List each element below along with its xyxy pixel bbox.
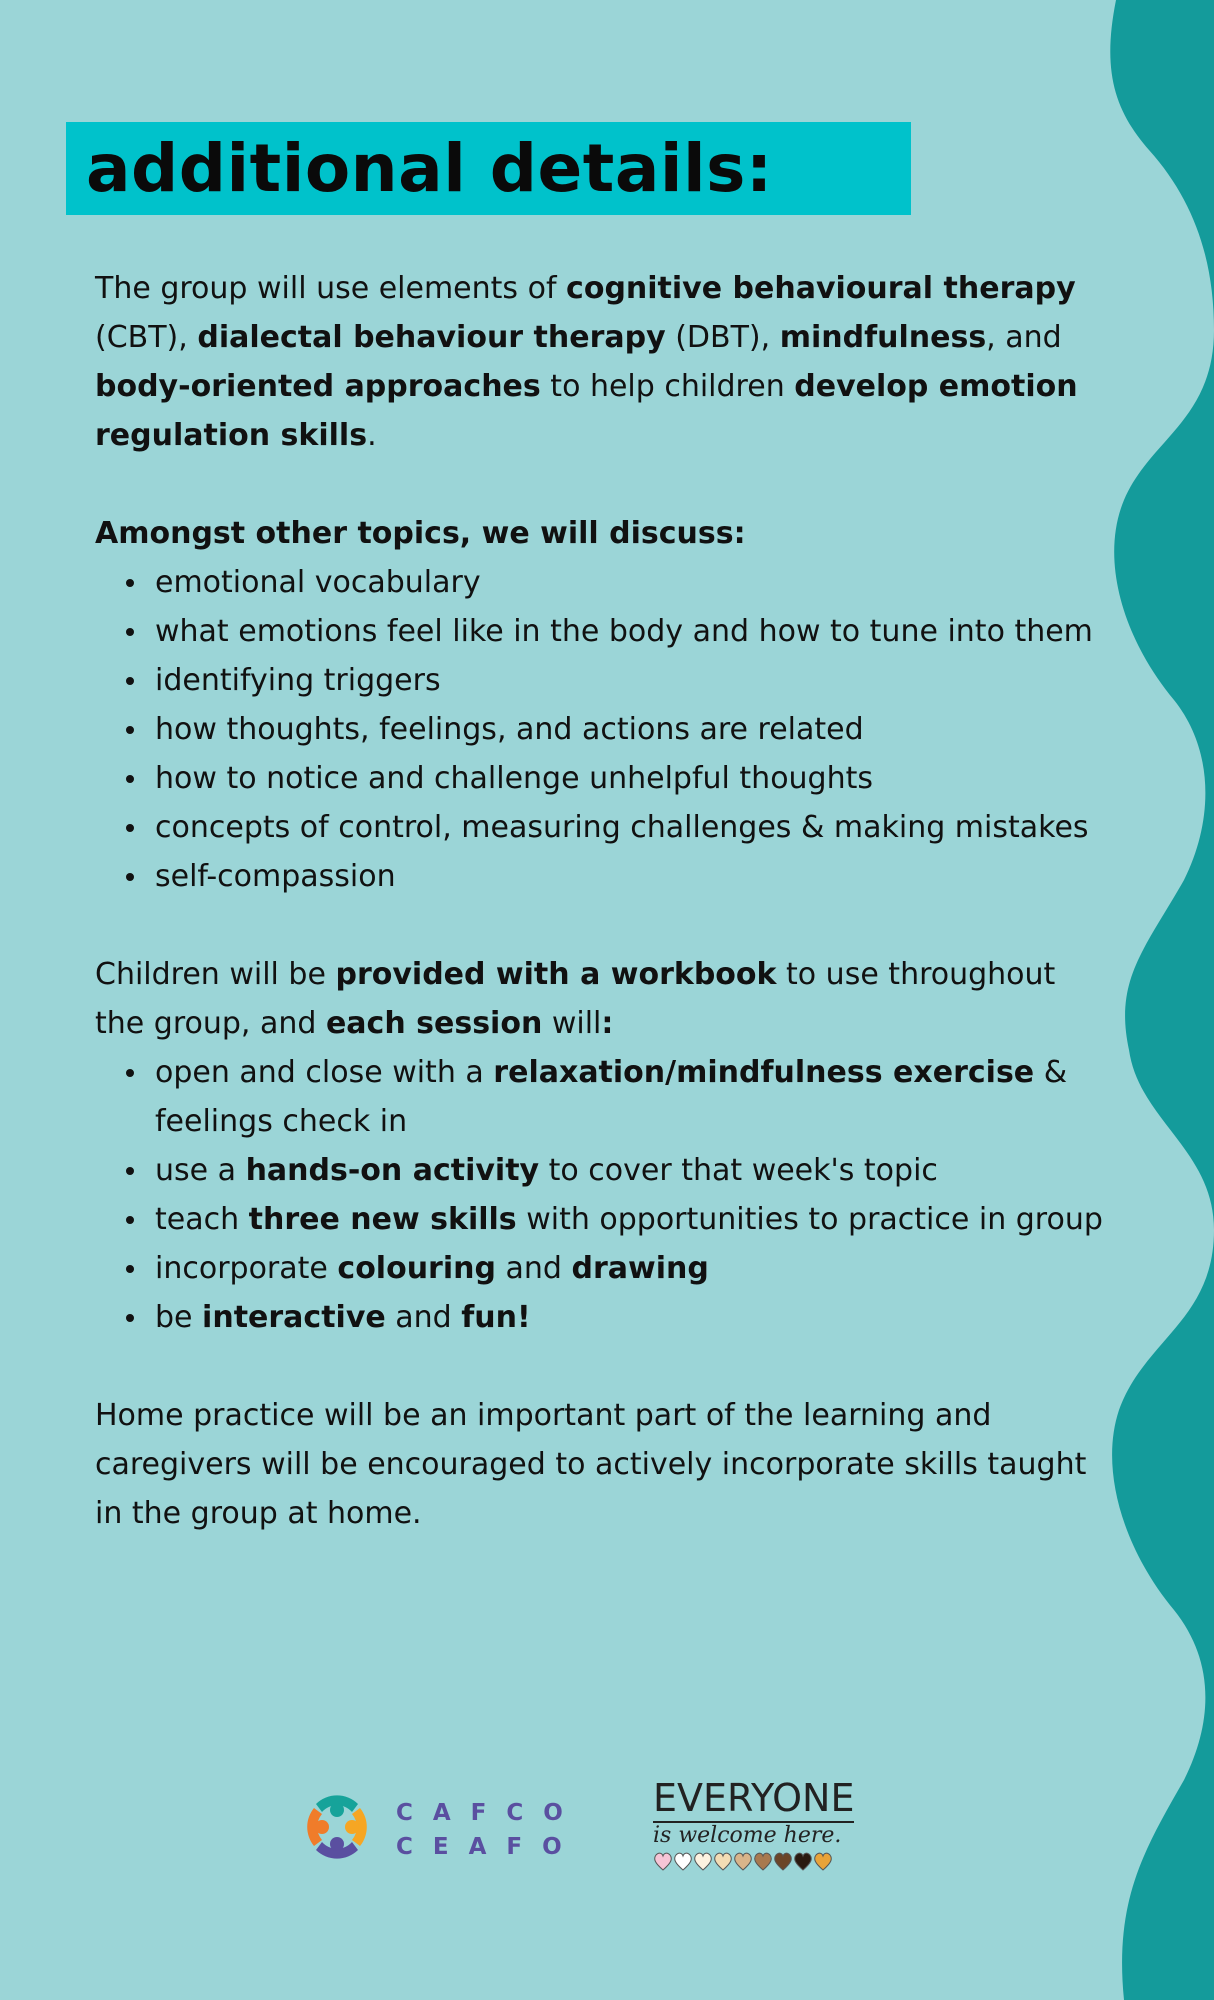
intro-text: . bbox=[367, 418, 377, 453]
title-band bbox=[66, 122, 911, 215]
page-title: additional details: bbox=[86, 130, 773, 207]
intro-paragraph bbox=[95, 264, 1110, 460]
session-bold-colon: : bbox=[601, 1006, 614, 1041]
session-text: to use throughout the group, and bbox=[95, 957, 1056, 1041]
cafco-line2: CEAFO bbox=[396, 1834, 582, 1860]
content bbox=[95, 264, 1110, 1538]
intro-bold-body: body-oriented approaches bbox=[95, 369, 541, 404]
item-bold: drawing bbox=[571, 1251, 709, 1286]
item-text: & feelings check in bbox=[155, 1055, 1068, 1139]
hearts-icon bbox=[653, 1850, 853, 1872]
intro-text: The group will use elements of bbox=[95, 271, 567, 306]
list-item bbox=[155, 1293, 1110, 1342]
list-item: how to notice and challenge unhelpful thoughts bbox=[155, 754, 1110, 803]
intro-text: , and bbox=[986, 320, 1062, 355]
topics-list bbox=[95, 558, 1110, 901]
intro-text: (CBT), bbox=[95, 320, 198, 355]
item-text: with opportunities to practice in group bbox=[516, 1202, 1103, 1237]
topics-heading bbox=[95, 509, 1110, 558]
session-bold-each: each session bbox=[325, 1006, 543, 1041]
intro-bold-dbt: dialectal behaviour therapy bbox=[197, 320, 666, 355]
home-practice-paragraph: Home practice will be an important part of the learning and caregivers will be encouraged to actively incorporate skills taught in the group at home. bbox=[95, 1398, 1087, 1531]
intro-text: to help children bbox=[540, 369, 795, 404]
item-bold: hands-on activity bbox=[245, 1153, 540, 1188]
list-item: self-compassion bbox=[155, 852, 1110, 901]
cafco-wordmark bbox=[396, 1796, 583, 1864]
everyone-small-text: is welcome here. bbox=[653, 1823, 842, 1848]
list-item bbox=[155, 1146, 1110, 1195]
session-paragraph bbox=[95, 950, 1110, 1048]
item-bold: relaxation/mindfulness exercise bbox=[493, 1055, 1035, 1090]
session-bold-workbook: provided with a workbook bbox=[335, 957, 777, 992]
list-item bbox=[155, 1195, 1110, 1244]
item-text: use a bbox=[155, 1153, 246, 1188]
cafco-line1: CAFCO bbox=[396, 1800, 583, 1826]
session-list bbox=[95, 1048, 1110, 1342]
item-text: be bbox=[155, 1300, 203, 1335]
item-text: incorporate bbox=[155, 1251, 338, 1286]
session-text: will bbox=[542, 1006, 602, 1041]
list-item: what emotions feel like in the body and how to tune into them bbox=[155, 607, 1110, 656]
session-text: Children will be bbox=[95, 957, 336, 992]
decorative-wave bbox=[1104, 0, 1214, 2000]
list-item bbox=[155, 1048, 1110, 1146]
everyone-welcome-logo bbox=[653, 1776, 863, 1849]
item-text: and bbox=[495, 1251, 572, 1286]
intro-text: (DBT), bbox=[665, 320, 780, 355]
list-item: how thoughts, feelings, and actions are related bbox=[155, 705, 1110, 754]
intro-bold-mindfulness: mindfulness bbox=[779, 320, 987, 355]
intro-bold-cbt: cognitive behavioural therapy bbox=[566, 271, 1076, 306]
intro-bold-regulation: develop emotion regulation skills bbox=[95, 369, 1078, 453]
item-bold: fun! bbox=[461, 1300, 531, 1335]
item-bold: three new skills bbox=[248, 1202, 517, 1237]
item-text: open and close with a bbox=[155, 1055, 494, 1090]
list-item: concepts of control, measuring challenges & making mistakes bbox=[155, 803, 1110, 852]
item-text: teach bbox=[155, 1202, 249, 1237]
list-item: emotional vocabulary bbox=[155, 558, 1110, 607]
item-bold: colouring bbox=[337, 1251, 496, 1286]
everyone-big-text: EVERYONE bbox=[653, 1776, 854, 1823]
cafco-logo-icon bbox=[296, 1786, 378, 1868]
topics-heading-text: Amongst other topics, we will discuss: bbox=[95, 516, 746, 551]
item-text: to cover that week's topic bbox=[539, 1153, 938, 1188]
footer-logos bbox=[296, 1776, 856, 1876]
item-bold: interactive bbox=[202, 1300, 386, 1335]
item-text: and bbox=[385, 1300, 462, 1335]
list-item bbox=[155, 1244, 1110, 1293]
list-item: identifying triggers bbox=[155, 656, 1110, 705]
